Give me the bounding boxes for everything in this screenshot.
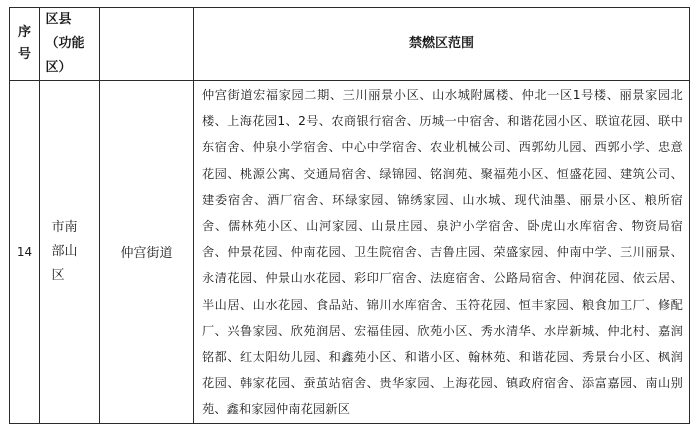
header-range: 禁燃区范围 bbox=[194, 8, 690, 81]
header-row bbox=[10, 8, 690, 81]
table-row bbox=[10, 81, 690, 424]
row-range: 仲宫街道宏福家园二期、三川丽景小区、山水城附属楼、仲北一区1号楼、丽景家园北楼、上海花园1、2号、农商银行宿舍、历城一中宿舍、和谐花园小区、联谊花园、联中东宿舍、仲泉小学宿舍、中心中学宿舍、农业机械公司、西郭幼儿园、西郭小学、忠意花园、桃源公寓、交通局宿舍、绿锦园、铭润苑、聚福苑小区、恒盛花园、建筑公司、建委宿舍、酒厂宿舍、环绿家园、锦绣家园、山水城、现代油墨、丽景小区、粮所宿舍、儒林苑小区、山河家园、山景庄园、泉沪小学宿舍、卧虎山水库宿舍、物资局宿舍、仲景花园、仲南花园、卫生院宿舍、吉鲁庄园、荣盛家园、仲南中学、三川丽景、永清花园、仲景山水花园、彩印厂宿舍、法庭宿舍、公路局宿舍、仲润花园、依云居、半山居、山水花园、食品站、锦川水库宿舍、玉符花园、恒丰家园、粮食加工厂、修配厂、兴鲁家园、欣苑润居、宏福佳园、欣苑小区、秀水清华、水岸新城、仲北村、嘉润铭都、红太阳幼儿园、和鑫苑小区、和谐小区、翰林苑、和谐花园、秀景台小区、枫润花园、韩家花园、蚕茧站宿舍、贵华家园、上海花园、镇政府宿舍、添富嘉园、南山别苑、鑫和家园仲南花园新区 bbox=[194, 81, 690, 424]
row-index: 14 bbox=[10, 81, 40, 424]
row-street: 仲宫街道 bbox=[100, 81, 194, 424]
row-district: 市南部山区 bbox=[40, 81, 100, 424]
header-district: 区县（功能区） bbox=[40, 8, 100, 81]
fireworks-ban-table bbox=[9, 7, 690, 424]
header-street bbox=[100, 8, 194, 81]
header-index: 序号 bbox=[10, 8, 40, 81]
